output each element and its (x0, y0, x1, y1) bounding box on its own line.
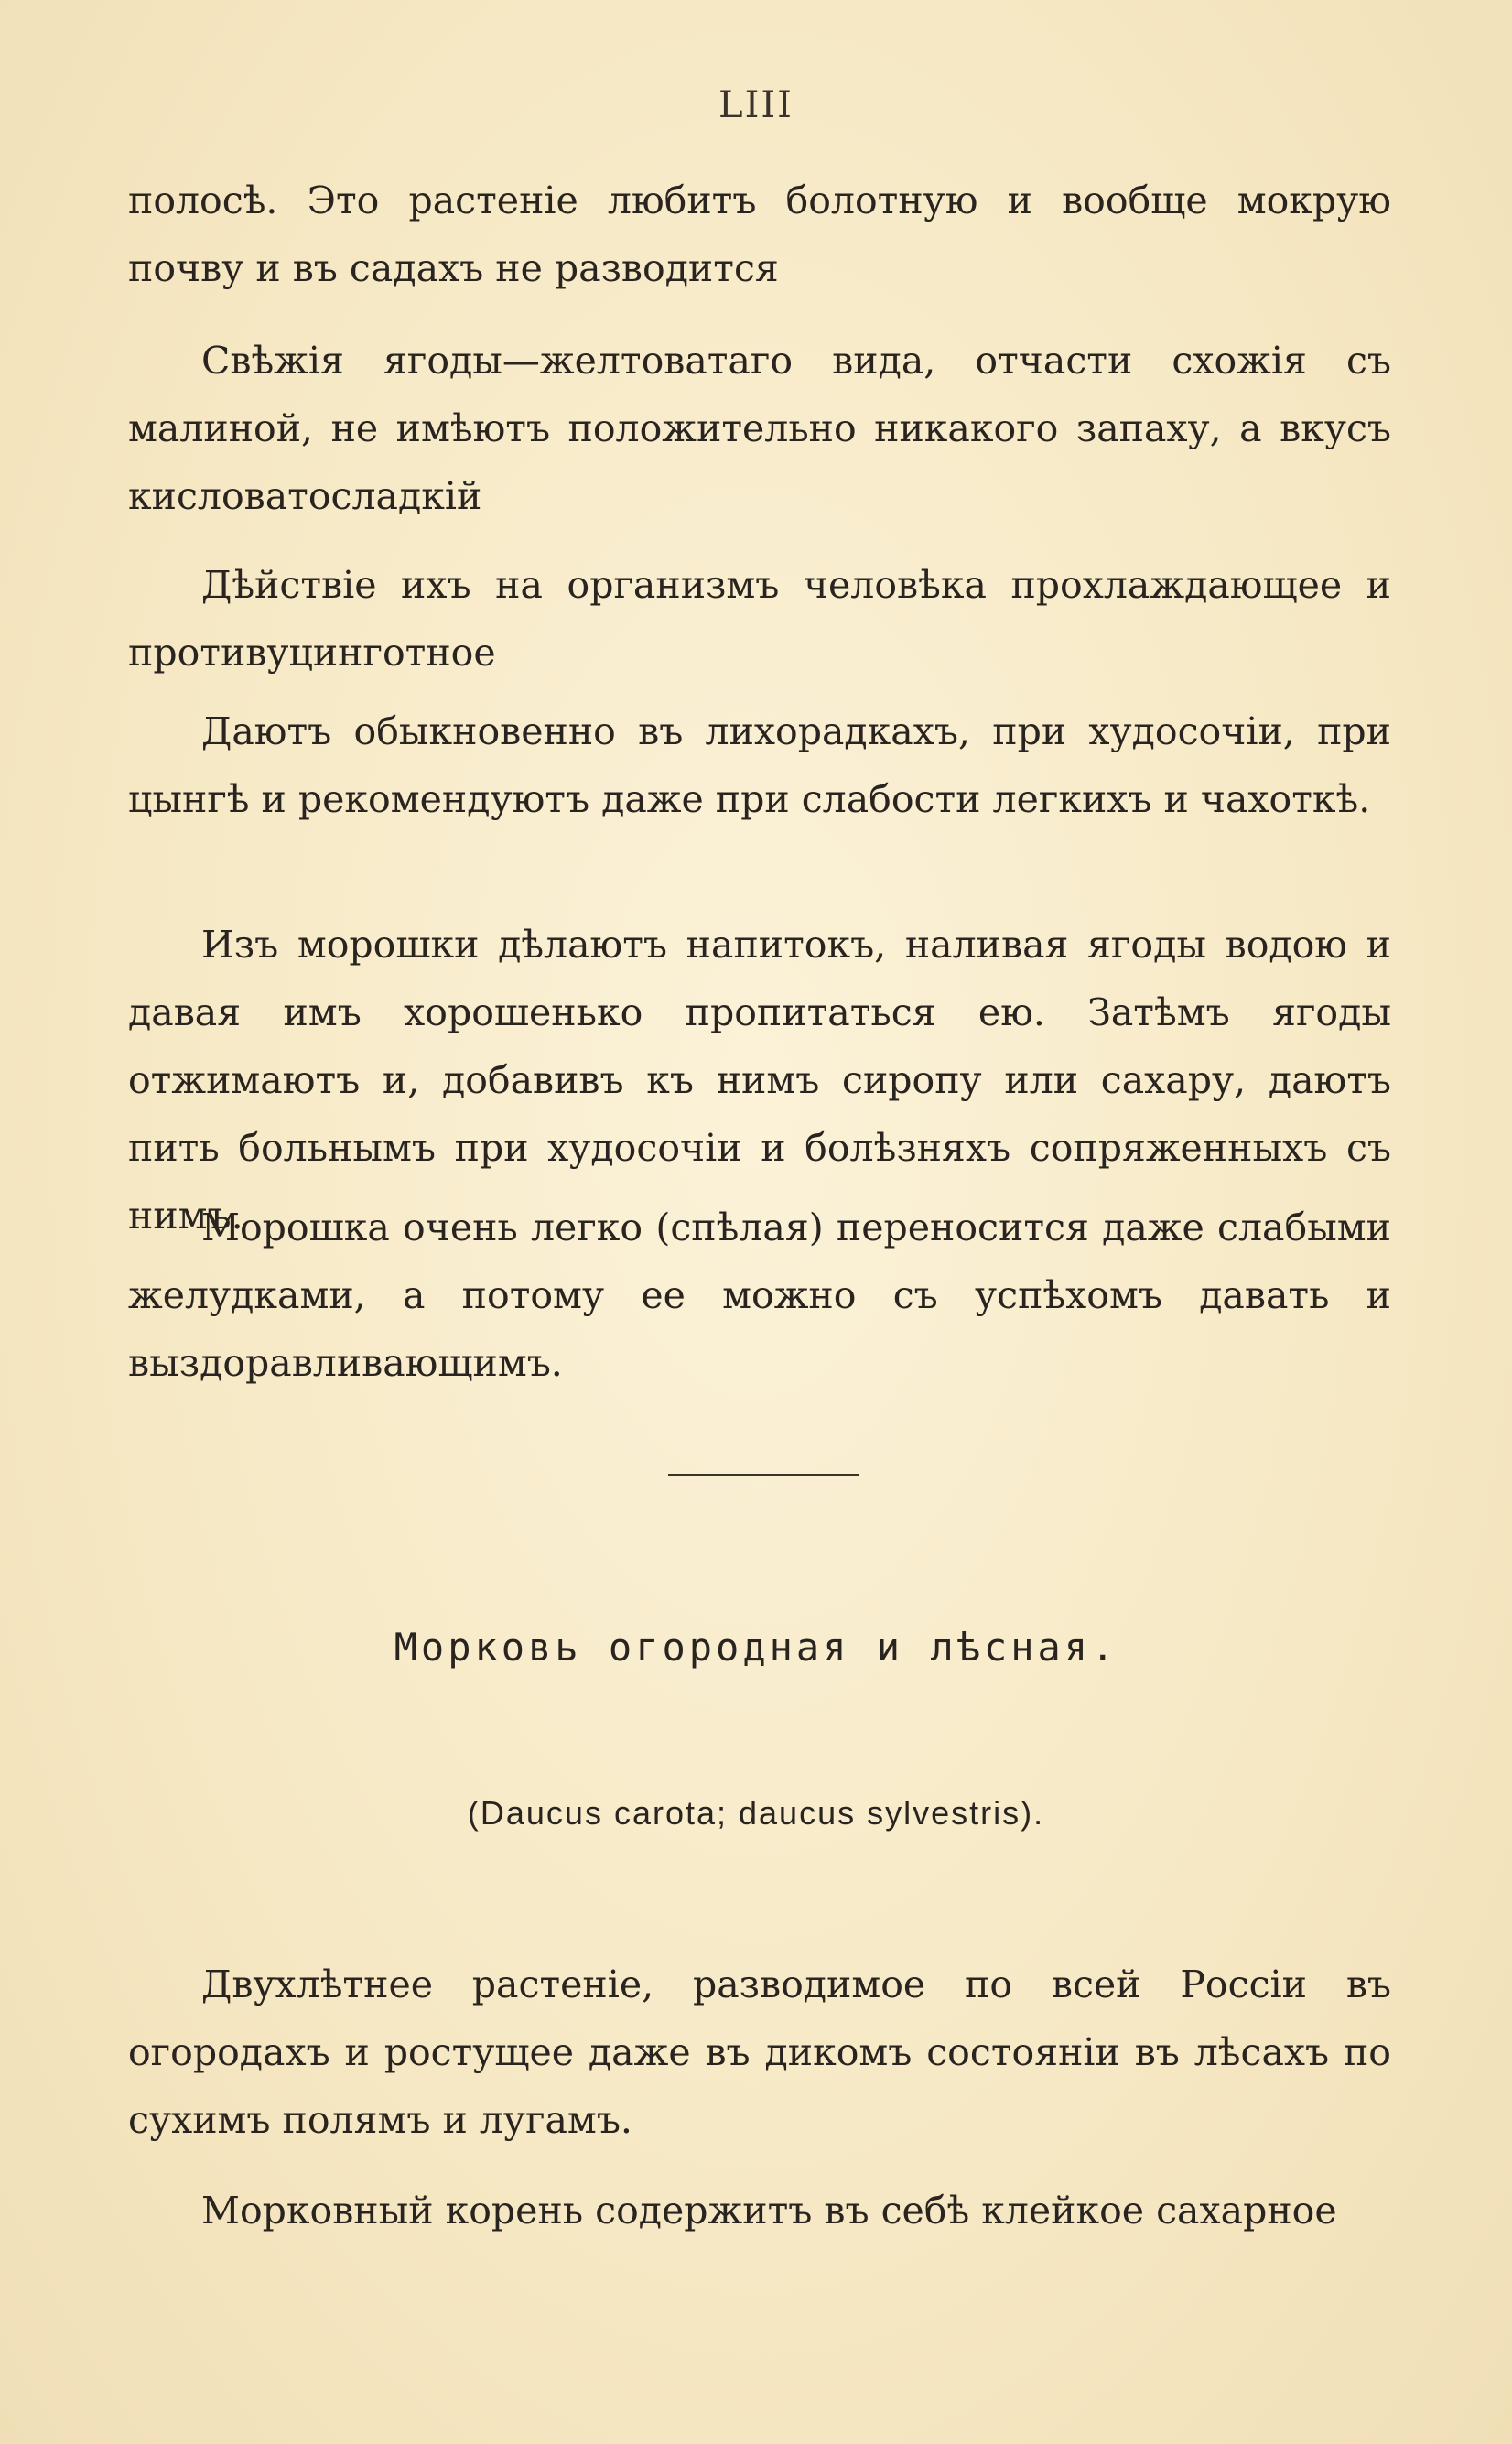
paragraph: Морковный корень содержитъ въ себѣ клейкое сахарное (201, 2189, 1337, 2233)
paragraph: Морошка очень легко (спѣлая) переносится даже слабыми желудками, а потому ее можно съ успѣхомъ давать и выздоравливающимъ. (128, 1206, 1391, 1385)
text-block-usage (128, 698, 1391, 833)
text-block-effect (128, 551, 1391, 687)
text-block-berries (128, 327, 1391, 530)
text-block-digestion (128, 1194, 1391, 1397)
section-title: Морковь огородная и лѣсная. (394, 1625, 1118, 1670)
text-block-morosha-end (128, 167, 1391, 331)
latin-name: (Daucus carota; daucus sylvestris). (467, 1794, 1045, 1832)
paragraph: Двухлѣтнее растеніе, разводимое по всей Россіи въ огородахъ и ростущее даже въ дикомъ состояніи въ лѣсахъ по сухимъ полямъ и лугамъ. (128, 1963, 1391, 2142)
text-block-carrot-intro (128, 1951, 1391, 2154)
paragraph: Даютъ обыкновенно въ лихорадкахъ, при худосочіи, при цынгѣ и рекомендуютъ даже при слабости легкихъ и чахоткѣ. (128, 709, 1391, 821)
text-block-carrot-root (128, 2177, 1391, 2244)
paragraph: полосѣ. Это растеніе любитъ болотную и вообще мокрую почву и въ садахъ не разводится (128, 178, 1391, 290)
page-number: LIII (718, 84, 794, 126)
section-divider (668, 1474, 859, 1476)
paragraph: Дѣйствіе ихъ на организмъ человѣка прохлаждающее и противуцинготное (128, 563, 1391, 675)
paragraph: Изъ морошки дѣлаютъ напитокъ, наливая ягоды водою и давая имъ хорошенько пропитаться ею. Затѣмъ ягоды отжимаютъ и, добавивъ къ нимъ сиропу или сахару, даютъ пить больнымъ при худосочіи и болѣзняхъ сопряженныхъ съ нимъ. (128, 923, 1391, 1238)
paragraph: Свѣжія ягоды—желтоватаго вида, отчасти схожія съ малиной, не имѣютъ положительно никакого запаху, а вкусъ кисловатосладкій (128, 339, 1391, 518)
